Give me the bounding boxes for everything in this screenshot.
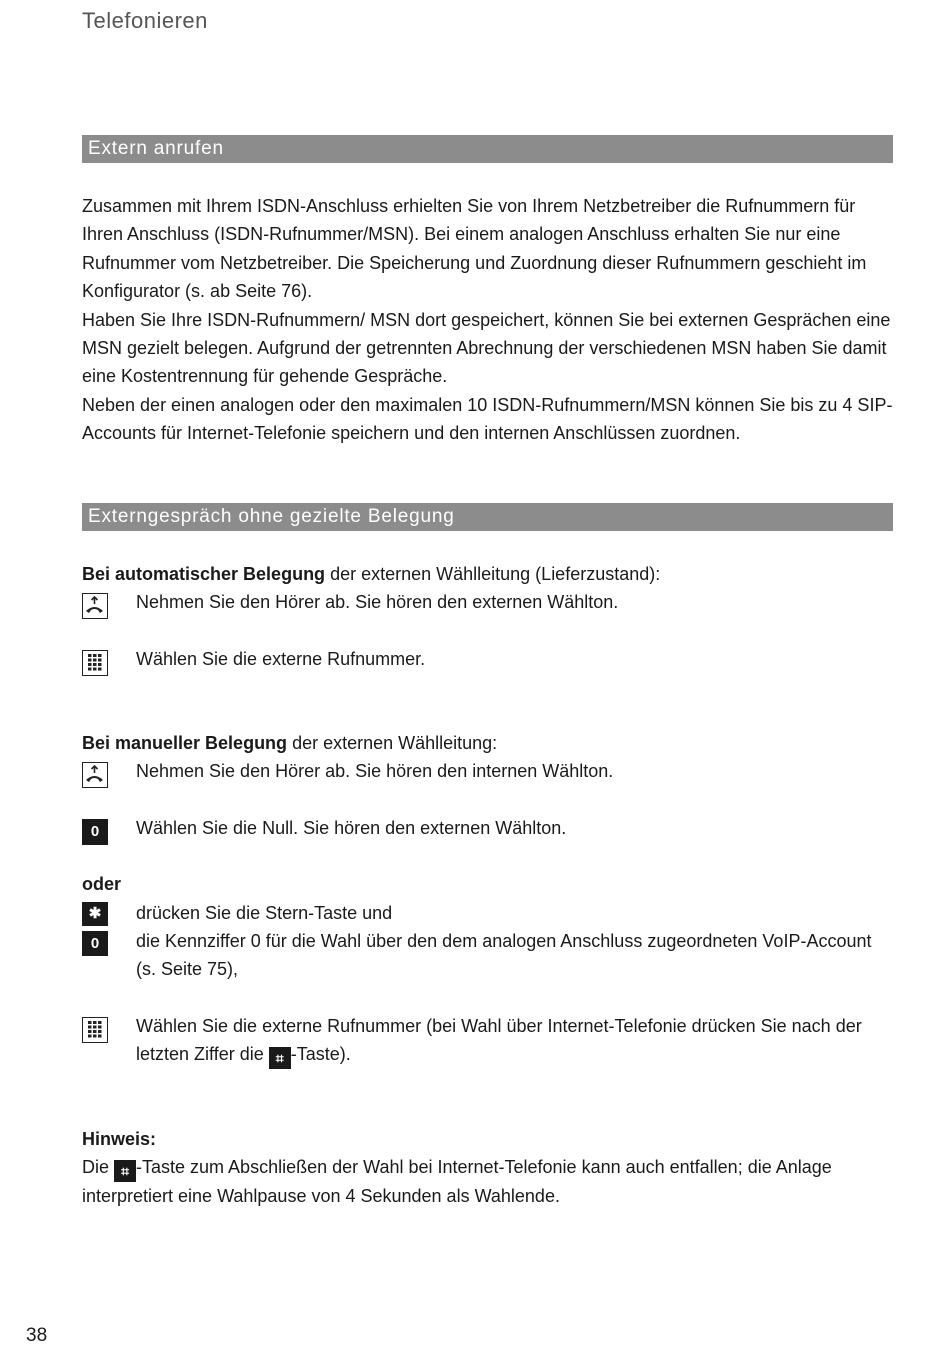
hint-text-part: Die bbox=[82, 1157, 115, 1177]
step-text: Nehmen Sie den Hörer ab. Sie hören den externen Wählton. bbox=[136, 592, 619, 612]
manual-belegung-label bbox=[82, 729, 497, 757]
handset-off-hook-icon bbox=[82, 762, 108, 788]
page-number: 38 bbox=[26, 1325, 48, 1346]
zero-key-icon: 0 bbox=[82, 819, 108, 845]
step-text: Nehmen Sie den Hörer ab. Sie hören den internen Wählton. bbox=[136, 761, 614, 781]
handset-off-hook-icon bbox=[82, 593, 108, 619]
step-text: Wählen Sie die externe Rufnummer. bbox=[136, 649, 426, 669]
manual-belegung-bold: Bei manueller Belegung bbox=[82, 733, 288, 753]
keypad-icon bbox=[82, 1017, 108, 1043]
section-heading-extern-anrufen: Extern anrufen bbox=[82, 135, 893, 163]
step-text bbox=[136, 1012, 893, 1069]
page-header-title: Telefonieren bbox=[82, 8, 208, 33]
hash-key-icon: ⌗ bbox=[114, 1160, 136, 1182]
oder-label: oder bbox=[82, 874, 122, 894]
hash-key-icon: ⌗ bbox=[269, 1047, 291, 1069]
keypad-icon bbox=[82, 650, 108, 676]
intro-paragraph: Zusammen mit Ihrem ISDN-Anschluss erhielten Sie von Ihrem Netzbetreiber die Rufnummern für Ihren Anschluss (ISDN-Rufnummer/MSN). Bei einem analogen Anschluss erhalten Sie nur eine Rufnummer vom Netzbetreiber. Die Speicherung und Zuordnung dieser Rufnummern geschieht im Konfigurator (s. ab Seite 76). bbox=[82, 196, 867, 302]
zero-key-icon: 0 bbox=[82, 931, 108, 956]
auto-belegung-bold: Bei automatischer Belegung bbox=[82, 564, 326, 584]
step-text-part: Wählen Sie die externe Rufnummer (bei Wahl über Internet-Telefonie drücken Sie nach der letzten Ziffer die bbox=[136, 1016, 862, 1065]
hint-text-part: -Taste zum Abschließen der Wahl bei Internet-Telefonie kann auch entfallen; die Anlage interpretiert eine Wahlpause von 4 Sekunden als Wahlende. bbox=[82, 1157, 832, 1206]
section-heading-externgespraech: Externgespräch ohne gezielte Belegung bbox=[82, 503, 893, 531]
auto-belegung-rest: der externen Wählleitung (Lieferzustand): bbox=[325, 564, 661, 584]
step-text: die Kennziffer 0 für die Wahl über den dem analogen Anschluss zugeordneten VoIP-Account (s. Seite 75), bbox=[136, 931, 872, 980]
intro-paragraph: Neben der einen analogen oder den maximalen 10 ISDN-Rufnummern/MSN können Sie bis zu 4 SIP-Accounts für Internet-Telefonie speichern und den internen Anschlüssen zuordnen. bbox=[82, 394, 893, 444]
manual-belegung-rest: der externen Wählleitung: bbox=[287, 733, 498, 753]
step-text: drücken Sie die Stern-Taste und bbox=[136, 903, 393, 923]
step-text-part: -Taste). bbox=[290, 1044, 351, 1065]
star-key-icon: ✱ bbox=[82, 902, 108, 926]
hint-title: Hinweis: bbox=[82, 1129, 157, 1149]
section-intro-text bbox=[82, 192, 893, 448]
intro-paragraph: Haben Sie Ihre ISDN-Rufnummern/ MSN dort gespeichert, können Sie bei externen Gesprächen eine MSN gezielt belegen. Aufgrund der getrennten Abrechnung der verschiedenen MSN haben Sie damit eine Kostentrennung für gehende Gespräche. bbox=[82, 309, 891, 387]
step-text: Wählen Sie die Null. Sie hören den externen Wählton. bbox=[136, 818, 567, 838]
hint-text bbox=[82, 1153, 893, 1210]
auto-belegung-label bbox=[82, 560, 660, 588]
